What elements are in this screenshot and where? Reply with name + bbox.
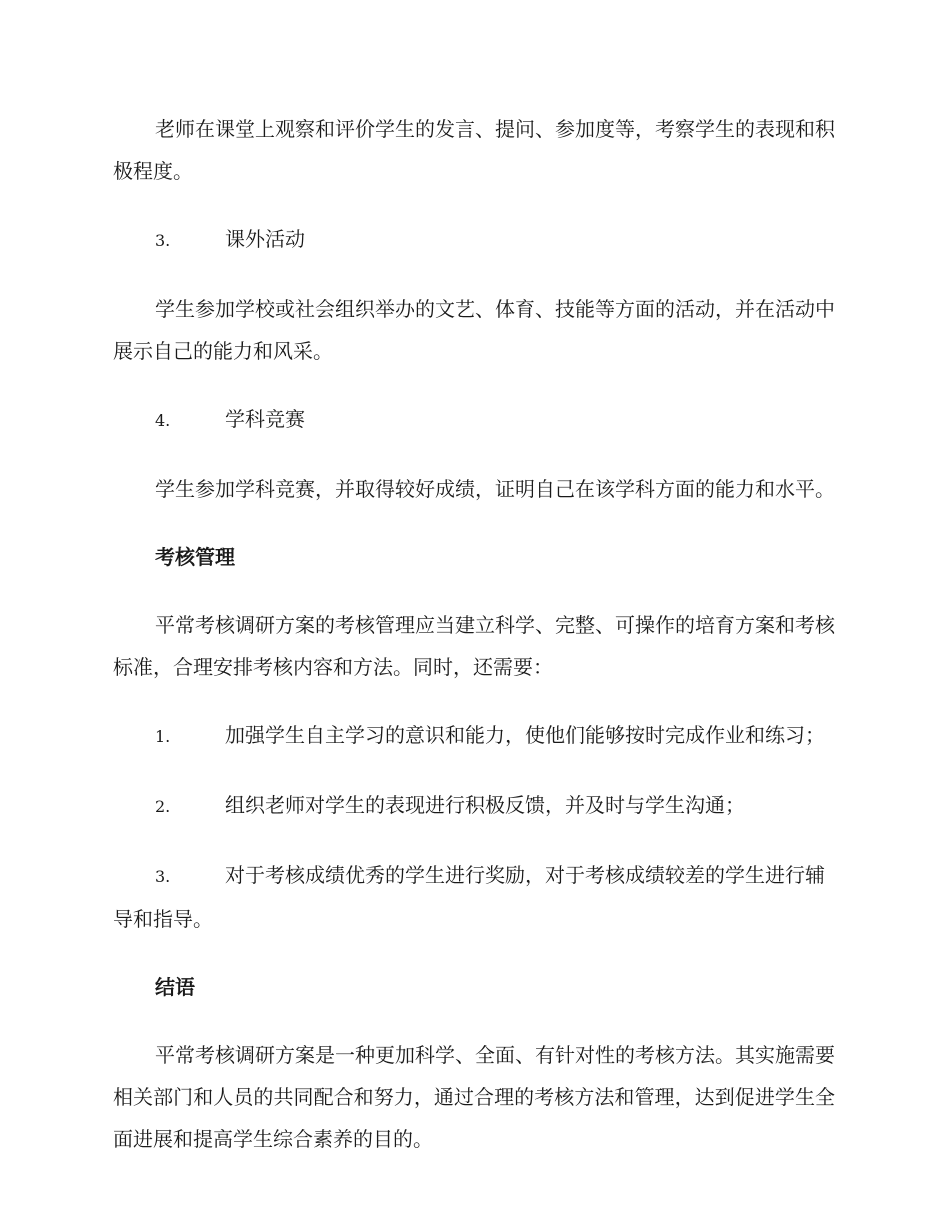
list-number: 1.: [155, 727, 171, 746]
paragraph-conclusion: 平常考核调研方案是一种更加科学、全面、有针对性的考核方法。其实施需要相关部门和人员的共同配合和努力，通过合理的考核方法和管理，达到促进学生全面进展和提高学生综合素养的目的。: [113, 1043, 835, 1151]
paragraph-competition: 学生参加学科竞赛，并取得较好成绩，证明自己在该学科方面的能力和水平。: [155, 477, 835, 501]
list-number: 3.: [155, 231, 171, 250]
list-item-competition: [113, 398, 835, 442]
list-label: 课外活动: [225, 227, 305, 251]
list-number: 4.: [155, 411, 171, 430]
list-text: 组织老师对学生的表现进行积极反馈，并及时与学生沟通；: [225, 793, 745, 817]
list-item: [113, 854, 835, 940]
document-body: [113, 108, 835, 1186]
paragraph-extracurricular: 学生参加学校或社会组织举办的文艺、体育、技能等方面的活动，并在活动中展示自己的能力和风采。: [113, 297, 835, 363]
section-heading-assessment-management: 考核管理: [155, 545, 235, 569]
list-number: 3.: [155, 867, 171, 886]
list-text: 对于考核成绩优秀的学生进行奖励，对于考核成绩较差的学生进行辅导和指导。: [113, 863, 825, 931]
list-text: 加强学生自主学习的意识和能力，使他们能够按时完成作业和练习；: [225, 723, 825, 747]
list-label: 学科竞赛: [225, 407, 305, 431]
paragraph-classroom-observation: 老师在课堂上观察和评价学生的发言、提问、参加度等，考察学生的表现和积极程度。: [113, 117, 835, 183]
list-item: [113, 714, 835, 758]
list-item-extracurricular: [113, 218, 835, 262]
section-heading-conclusion: 结语: [155, 975, 195, 999]
paragraph-assessment-management: 平常考核调研方案的考核管理应当建立科学、完整、可操作的培育方案和考核标准，合理安排考核内容和方法。同时，还需要：: [113, 613, 835, 679]
list-item: [113, 784, 835, 828]
list-number: 2.: [155, 797, 171, 816]
